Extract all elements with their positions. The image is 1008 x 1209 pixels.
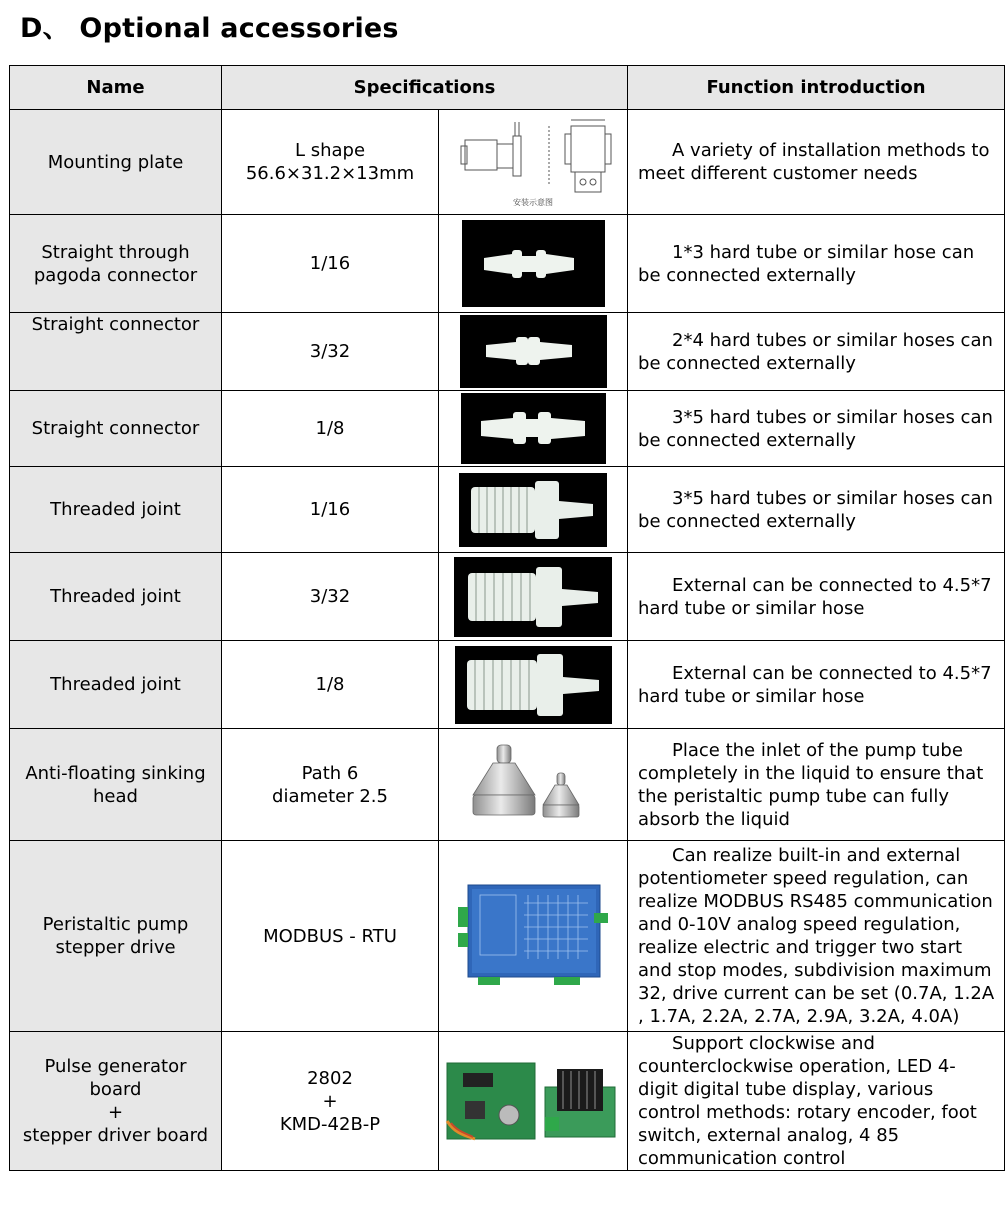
table-row <box>10 729 1005 841</box>
pagoda-connector-photo <box>462 220 605 307</box>
spec-line: MODBUS - RTU <box>263 925 397 947</box>
table-row <box>10 467 1005 553</box>
row-function <box>628 215 1005 313</box>
row-function <box>628 553 1005 641</box>
row-function <box>628 467 1005 553</box>
spec-line: 56.6×31.2×13mm <box>245 163 415 184</box>
function-text: 3*5 hard tubes or similar hoses can be connected externally <box>638 487 993 532</box>
row-name <box>10 313 222 391</box>
row-spec <box>222 641 439 729</box>
table-row <box>10 110 1005 215</box>
row-name: Threaded joint <box>10 467 222 553</box>
function-text: Can realize built-in and external potentiometer speed regulation, can realize MODBUS RS485 communication and 0-10V analog speed regulation, realize electric and trigger two start and stop modes, subdivision maximum 32, drive current can be set (0.7A, 1.2A , 1.7A, 2.2A, 2.7A, 2.9A, 3.2A, 4.0A) <box>638 845 995 1027</box>
drawing-caption: 安装示意图 <box>513 198 553 207</box>
row-spec <box>222 467 439 553</box>
function-text: External can be connected to 4.5*7 hard tube or similar hose <box>638 574 992 619</box>
row-function <box>628 729 1005 841</box>
function-text: External can be connected to 4.5*7 hard tube or similar hose <box>638 662 992 707</box>
spec-line: KMD-42B-P <box>279 1113 381 1135</box>
row-image-cell <box>439 1032 628 1171</box>
column-header-specifications: Specifications <box>222 66 628 110</box>
row-spec <box>222 1032 439 1171</box>
column-header-name: Name <box>10 66 222 110</box>
pulse-generator-and-driver-board-photo <box>445 1061 621 1141</box>
spec-line: + <box>322 1090 338 1112</box>
sinking-head-photo <box>453 737 613 833</box>
section-heading: D、 Optional accessories <box>20 13 399 44</box>
name-line: Pulse generator board <box>44 1056 187 1100</box>
row-name: Threaded joint <box>10 641 222 729</box>
table-row <box>10 1032 1005 1171</box>
row-name: Anti-floating sinking head <box>10 729 222 841</box>
spec-line: 3/32 <box>309 341 351 362</box>
row-name: Straight connector <box>10 391 222 467</box>
spec-line: L shape <box>294 140 366 161</box>
row-image-cell <box>439 641 628 729</box>
table-header-row <box>10 66 1005 110</box>
row-image-cell <box>439 467 628 553</box>
function-text: 3*5 hard tubes or similar hoses can be connected externally <box>638 406 993 451</box>
row-spec <box>222 391 439 467</box>
function-text: 1*3 hard tube or similar hose can be connected externally <box>638 241 975 286</box>
row-name: Peristaltic pump stepper drive <box>10 841 222 1032</box>
function-text: Support clockwise and counterclockwise operation, LED 4- digit digital tube display, various control methods: rotary encoder, foot switch, external analog, 4 85 communication control <box>638 1033 977 1169</box>
row-image-cell <box>439 729 628 841</box>
name-line: stepper driver board <box>22 1125 209 1146</box>
row-image-cell <box>439 553 628 641</box>
row-name: Mounting plate <box>10 110 222 215</box>
name-line: + <box>107 1102 124 1123</box>
row-spec <box>222 841 439 1032</box>
row-spec <box>222 313 439 391</box>
table-row <box>10 841 1005 1032</box>
row-name: Threaded joint <box>10 553 222 641</box>
row-function <box>628 110 1005 215</box>
row-function <box>628 641 1005 729</box>
table-row <box>10 313 1005 391</box>
mounting-plate-drawing <box>453 114 613 210</box>
spec-line: 1/16 <box>309 253 351 274</box>
row-spec <box>222 110 439 215</box>
function-text: Place the inlet of the pump tube completely in the liquid to ensure that the peristaltic pump tube can fully absorb the liquid <box>638 739 984 830</box>
function-text: 2*4 hard tubes or similar hoses can be connected externally <box>638 329 993 374</box>
row-function <box>628 391 1005 467</box>
threaded-joint-photo <box>455 646 612 724</box>
column-header-function: Function introduction <box>628 66 1005 110</box>
spec-line: 2802 <box>307 1067 353 1089</box>
row-spec <box>222 553 439 641</box>
stepper-drive-photo <box>458 881 608 991</box>
threaded-joint-photo <box>454 557 612 637</box>
spec-line: 1/8 <box>315 418 345 439</box>
straight-connector-photo <box>460 315 607 388</box>
table-row <box>10 215 1005 313</box>
row-image-cell <box>439 391 628 467</box>
table-row <box>10 391 1005 467</box>
spec-line: 1/16 <box>309 499 351 520</box>
row-spec <box>222 215 439 313</box>
table-row <box>10 553 1005 641</box>
spec-line: diameter 2.5 <box>272 785 388 807</box>
row-function <box>628 313 1005 391</box>
function-text: A variety of installation methods to meet different customer needs <box>638 140 990 184</box>
row-name-text: Straight connector <box>31 314 200 335</box>
spec-line: Path 6 <box>301 762 359 784</box>
row-function <box>628 841 1005 1032</box>
row-image-cell <box>439 110 628 215</box>
row-spec <box>222 729 439 841</box>
row-image-cell <box>439 313 628 391</box>
row-function <box>628 1032 1005 1171</box>
spec-line: 1/8 <box>315 674 345 695</box>
row-name <box>10 1032 222 1171</box>
threaded-joint-photo <box>459 473 607 547</box>
spec-line: 3/32 <box>309 586 351 607</box>
row-image-cell <box>439 841 628 1032</box>
table-row <box>10 641 1005 729</box>
accessories-table <box>9 65 1005 1171</box>
straight-connector-photo <box>461 393 606 464</box>
row-image-cell <box>439 215 628 313</box>
row-name: Straight through pagoda connector <box>10 215 222 313</box>
